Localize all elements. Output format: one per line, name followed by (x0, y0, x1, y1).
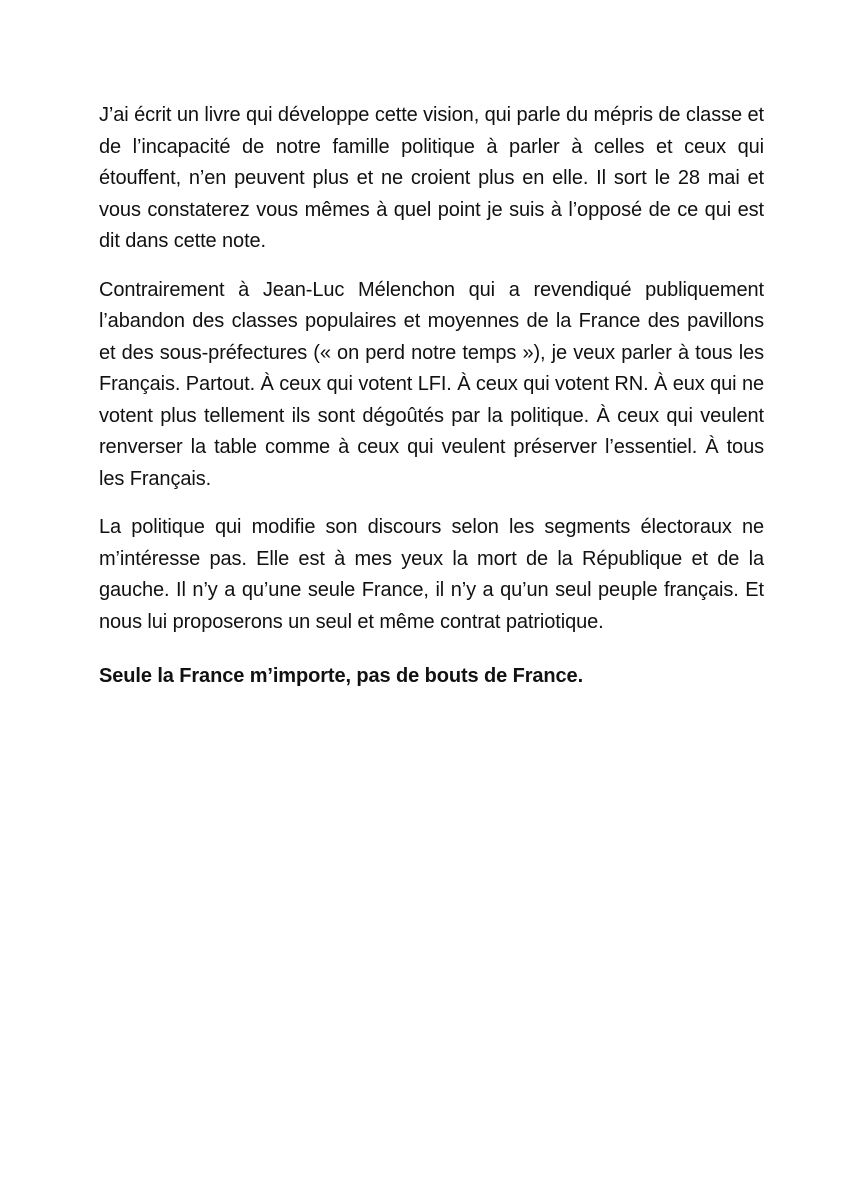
closing-statement: Seule la France m’importe, pas de bouts de France. (99, 665, 584, 687)
document-body (99, 100, 764, 693)
paragraph-3: La politique qui modifie son discours selon les segments électoraux ne m’intéresse pas. Elle est à mes yeux la mort de la République et de la gauche. Il n’y a qu’une seule France, il n’y a qu’un seul peuple français. Et nous lui proposerons un seul et même contrat patriotique. (99, 516, 764, 633)
paragraph-2: Contrairement à Jean-Luc Mélenchon qui a revendiqué publiquement l’abandon des classes populaires et moyennes de la France des pavillons et des sous-préfectures (« on perd notre temps »), je veux parler à tous les Français. Partout. À ceux qui votent LFI. À ceux qui votent RN. À eux qui ne votent plus tellement ils sont dégoûtés par la politique. À ceux qui veulent renverser la table comme à ceux qui veulent préserver l’essentiel. À tous les Français. (99, 278, 764, 490)
paragraph-1: J’ai écrit un livre qui développe cette vision, qui parle du mépris de classe et de l’incapacité de notre famille politique à parler à celles et ceux qui étouffent, n’en peuvent plus et ne croient plus en elle. Il sort le 28 mai et vous constaterez vous mêmes à quel point je suis à l’opposé de ce qui est dit dans cette note. (99, 104, 764, 252)
